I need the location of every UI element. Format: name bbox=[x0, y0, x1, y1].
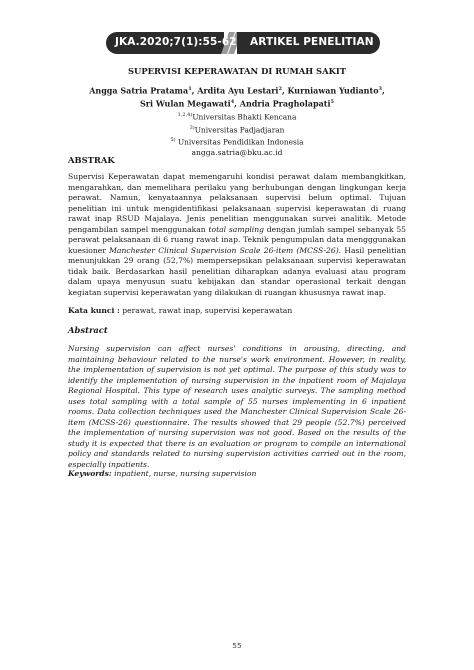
page-number: 55 bbox=[232, 641, 242, 650]
corresponding-email: angga.satria@bku.ac.id bbox=[191, 147, 283, 157]
affiliation-sup: 3) bbox=[189, 124, 195, 131]
abstrak-heading: ABSTRAK bbox=[68, 155, 115, 165]
affiliation-sup: 1,2,4) bbox=[177, 112, 193, 119]
affiliation-name: Universitas Padjadjaran bbox=[194, 125, 285, 135]
author-name: Sri Wulan Megawati bbox=[140, 98, 231, 109]
author-sup: 4 bbox=[230, 99, 235, 106]
abstrak-italic-term: Manchester Clinical Supervision Scale 26-item (MCSS-26). bbox=[109, 245, 342, 255]
article-title: SUPERVISI KEPERAWATAN DI RUMAH SAKIT bbox=[127, 66, 347, 76]
abstrak-italic-term: total sampling bbox=[208, 224, 264, 234]
author-sup: 2 bbox=[278, 86, 282, 92]
author-sup: 1 bbox=[188, 86, 192, 92]
abstract-paragraph: Nursing supervision can affect nurses' conditions in arousing, directing, and maintaining behaviour related to the nurse's work environment. However, in reality, the implementation of supervision is not yet optimal. The purpose of this study was to identify the implementation of nursing supervision in the inpatient room of Majalaya Regional Hospital. This type of research uses analytic surveys. The sampling method uses total sampling with a total sample of 55 nurses implementing in 6 inpatient rooms. Data collection techniques used the Manchester Clinical Supervision Scale 26-item (MCSS-26) questionnaire. The results showed that 29 people (52.7%) perceived the implementation of nursing supervision was not good. Based on the results of the study it is expected that there is an evaluation or program to compile an international policy and standards related to nursing supervision activities carried out in the room, especially inpatients. bbox=[68, 344, 406, 469]
author-line: Angga Satria Pratama$^1$, Ardita Ayu Lestari$^2$, Kurniawan Yudianto$^3$, bbox=[89, 85, 385, 96]
affiliation bbox=[68, 123, 406, 135]
author-line: Sri Wulan Megawati$^4$, Andria Pragholapati$^5$ bbox=[140, 98, 334, 109]
keywords bbox=[68, 469, 406, 478]
journal-banner bbox=[106, 32, 380, 54]
author-sup: 5 bbox=[330, 99, 334, 106]
abstract-heading: Abstract bbox=[68, 325, 108, 335]
author-name: Kurniawan Yudianto bbox=[287, 85, 379, 96]
keywords-text: inpatient, nurse, nursing supervision bbox=[111, 469, 257, 478]
affiliation bbox=[68, 135, 406, 147]
affiliation-sup: 5) bbox=[170, 137, 176, 144]
author-name: Angga Satria Pratama bbox=[89, 85, 189, 96]
keywords-label: Keywords: bbox=[68, 469, 112, 478]
kata-kunci-label: Kata kunci : bbox=[68, 306, 120, 315]
affiliation bbox=[68, 110, 406, 122]
author-block bbox=[68, 84, 406, 158]
affiliation-name: Universitas Pendidikan Indonesia bbox=[177, 137, 304, 147]
journal-reference: JKA.2020;7(1):55-62 bbox=[115, 36, 237, 48]
affiliation-name: Universitas Bhakti Kencana bbox=[192, 112, 297, 122]
kata-kunci-text: perawat, rawat inap, supervisi keperawatan bbox=[119, 306, 293, 315]
abstrak-paragraph bbox=[68, 172, 406, 298]
author-sup: 3 bbox=[378, 86, 383, 92]
article-type: ARTIKEL PENELITIAN bbox=[250, 36, 374, 48]
abstrak-text: dengan jumlah sampel sebanyak 55 perawat pelaksanaan di 6 ruang rawat inap. Teknik pengumpulan data mengggunakan kuesioner bbox=[68, 224, 407, 255]
author-name: Andria Pragholapati bbox=[239, 98, 331, 109]
abstrak-text: Supervisi Keperawatan dapat memengaruhi kondisi perawat dalam membangkitkan, mengarahkan, dan memelihara perilaku yang berhubungan dengan lingkungan kerja perawat. Namun, kenyataannya pelaksanaan supervisi belum optimal. Tujuan penelitian ini untuk mengidentifikasi pelaksanaan supervisi keperawatan di ruang rawat inap RSUD Majalaya. Jenis penelitian menggunakan survei analitik. Metode pengambilan sampel menggunakan bbox=[68, 172, 406, 234]
author-name: Ardita Ayu Lestari bbox=[197, 85, 279, 96]
abstrak-text: Hasil penelitian menunjukkan 29 orang (52,7%) mempersepsikan pelaksanaan supervisi keperawatan tidak baik. Berdasarkan hasil penelitian diharapkan adanya evaluasi atau program dalam upaya menyusun suatu kebijakan dan standar operasional terkait dengan kegiatan supervisi keperawatan yang dilakukan di ruangan khususnya rawat inap. bbox=[68, 245, 407, 297]
kata-kunci bbox=[68, 306, 406, 315]
